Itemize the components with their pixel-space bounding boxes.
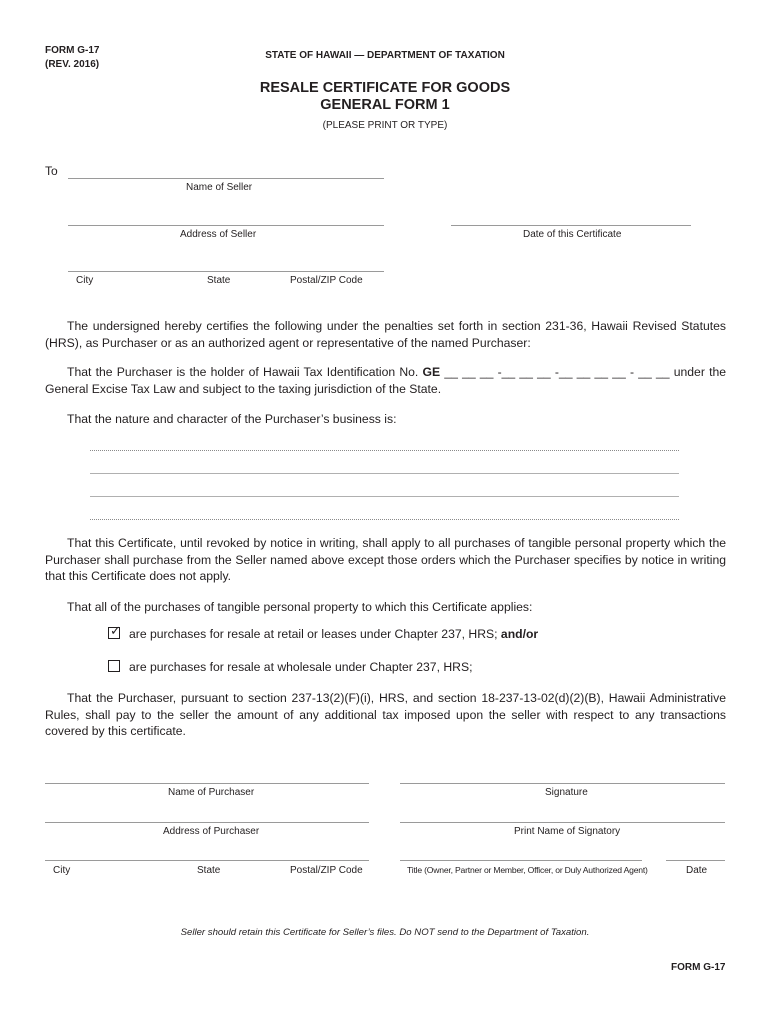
purchaser-city-state-zip-field[interactable] bbox=[45, 860, 369, 861]
seller-address-field[interactable] bbox=[68, 225, 384, 226]
business-nature-line-4[interactable] bbox=[90, 519, 679, 520]
business-nature-line-3[interactable] bbox=[90, 496, 679, 497]
purchaser-state-caption: State bbox=[197, 865, 221, 876]
tax-id-text-continued: under the General Excise Tax Law and subject to the taxing jurisdiction of the State. bbox=[45, 365, 727, 396]
purchaser-date-caption: Date bbox=[686, 865, 708, 876]
purchaser-zip-caption: Postal/ZIP Code bbox=[290, 865, 363, 876]
seller-name-caption: Name of Seller bbox=[186, 182, 253, 193]
certification-paragraph: The undersigned hereby certifies the following under the penalties set forth in section 231-36, Hawaii Revised Statutes (HRS), as Purchaser or as an authorized agent or representative of the named Purchaser: bbox=[45, 319, 726, 350]
print-name-field[interactable] bbox=[400, 822, 725, 823]
form-revision: (REV. 2016) bbox=[45, 59, 100, 70]
print-instruction: (PLEASE PRINT OR TYPE) bbox=[322, 120, 448, 131]
retention-note: Seller should retain this Certificate for Seller’s files. Do NOT send to the Department of Taxation. bbox=[180, 927, 590, 938]
tax-id-number-field[interactable]: __ __ __ -__ __ __ -__ __ __ __ - __ __ bbox=[444, 365, 670, 379]
signature-caption: Signature bbox=[545, 787, 588, 798]
page-subtitle: GENERAL FORM 1 bbox=[320, 97, 450, 113]
and-or-text: and/or bbox=[500, 627, 539, 641]
seller-zip-caption: Postal/ZIP Code bbox=[290, 275, 363, 286]
certificate-date-caption: Date of this Certificate bbox=[523, 229, 622, 240]
print-name-caption: Print Name of Signatory bbox=[514, 826, 621, 837]
retail-option-text: are purchases for resale at retail or leases under Chapter 237, HRS; bbox=[129, 627, 498, 641]
tax-id-paragraph bbox=[45, 364, 726, 397]
purchaser-address-caption: Address of Purchaser bbox=[163, 826, 260, 837]
seller-name-field[interactable] bbox=[68, 178, 384, 179]
purchaser-name-field[interactable] bbox=[45, 783, 369, 784]
to-label: To bbox=[45, 164, 58, 178]
wholesale-checkbox[interactable] bbox=[108, 660, 120, 672]
agency-name: STATE OF HAWAII — DEPARTMENT OF TAXATION bbox=[265, 50, 505, 61]
signatory-title-field[interactable] bbox=[400, 860, 642, 861]
seller-city-caption: City bbox=[76, 275, 94, 286]
seller-state-caption: State bbox=[207, 275, 231, 286]
business-nature-line-2[interactable] bbox=[90, 473, 679, 474]
purchaser-address-field[interactable] bbox=[45, 822, 369, 823]
option-retail bbox=[108, 623, 539, 641]
form-number: FORM G-17 bbox=[45, 45, 100, 56]
business-nature-line-1[interactable] bbox=[90, 450, 679, 451]
purchaser-date-field[interactable] bbox=[666, 860, 725, 861]
signatory-title-caption: Title (Owner, Partner or Member, Officer, or Duly Authorized Agent) bbox=[407, 865, 648, 875]
option-wholesale bbox=[108, 660, 472, 674]
purchases-paragraph: That all of the purchases of tangible personal property to which this Certificate applies: bbox=[67, 600, 533, 614]
ge-prefix: GE bbox=[422, 365, 441, 379]
tax-id-text: That the Purchaser is the holder of Hawaii Tax Identification No. bbox=[67, 365, 419, 379]
business-nature-label: That the nature and character of the Purchaser’s business is: bbox=[67, 412, 397, 426]
seller-city-state-zip-field[interactable] bbox=[68, 271, 384, 272]
purchaser-city-caption: City bbox=[53, 865, 71, 876]
retail-checkbox[interactable] bbox=[108, 623, 121, 639]
purchaser-name-caption: Name of Purchaser bbox=[168, 787, 255, 798]
signature-field[interactable] bbox=[400, 783, 725, 784]
seller-address-caption: Address of Seller bbox=[180, 229, 257, 240]
additional-tax-paragraph: That the Purchaser, pursuant to section 237-13(2)(F)(i), HRS, and section 18-237-13-02(d)(2)(B), Hawaii Administrative Rules, shall pay to the seller the amount of any additional tax imposed upon the seller with respect to any transactions covered by this certificate. bbox=[45, 691, 726, 738]
check-mark-icon: ✓ bbox=[110, 623, 121, 638]
wholesale-option-text: are purchases for resale at wholesale under Chapter 237, HRS; bbox=[129, 660, 473, 674]
revocation-paragraph: That this Certificate, until revoked by notice in writing, shall apply to all purchases of tangible personal property which the Purchaser shall purchase from the Seller named above except those orders which the Purchaser specifies by notice in writing that this Certificate does not apply. bbox=[45, 536, 726, 583]
footer-form-number: FORM G-17 bbox=[671, 962, 726, 973]
page-title: RESALE CERTIFICATE FOR GOODS bbox=[259, 80, 511, 96]
certificate-date-field[interactable] bbox=[451, 225, 691, 226]
